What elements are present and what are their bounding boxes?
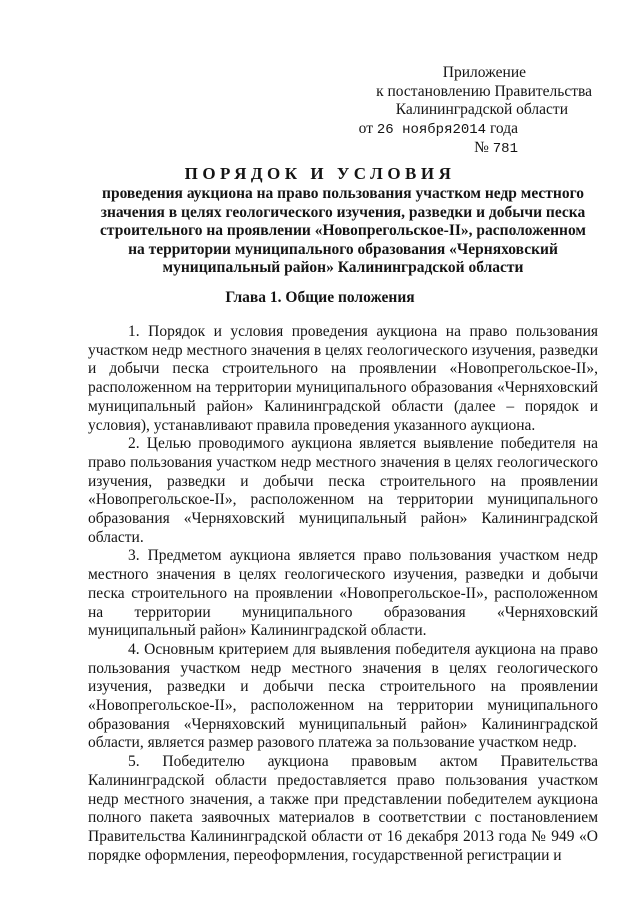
paragraph-5: 5. Победителю аукциона правовым актом Правительства Калининградской области предоставляется право пользования участком недр местного значения, а также при представлении победителем аукциона полного пакета заявочных материалов в соответствии с постановлением Правительства Калининградской области от 16 декабря 2013 года № 949 «О порядке оформления, переоформления, государственной регистрации и [88,753,598,864]
appendix-header [344,64,604,159]
chapter-heading: Глава 1. Общие положения [225,289,415,306]
appendix-number: 781 [492,141,518,157]
appendix-date: 26 ноября2014 [376,121,487,138]
appendix-from-label: от [358,119,373,137]
document-subtitle: проведения аукциона на право пользования участком недр местного значения в целях геологического изучения, разведки и добычи песка строительного на проявлении «Новопрегольское-II», расположенном на территории муниципального образования «Черняховский муниципальный район» Калининградской области [100,185,586,276]
paragraph-1: 1. Порядок и условия проведения аукциона на право пользования участком недр местного значения в целях геологического изучения, разведки и добычи песка строительного на проявлении «Новопрегольское-II», расположенном на территории муниципального образования «Черняховский муниципальный район» Калининградской области (далее – порядок и условия), устанавливают правила проведения указанного аукциона. [88,323,598,434]
appendix-line-2: к постановлению Правительства [376,82,592,100]
appendix-line-1: Приложение [442,64,526,81]
paragraph-4: 4. Основным критерием для выявления победителя аукциона на право пользования участком недр местного значения в целях геологического изучения, разведки и добычи песка строительного на проявлении «Новопрегольское-II», расположенном на территории муниципального образования «Черняховский муниципальный район» Калининградской области, является размер разового платежа за пользование участком недр. [88,640,598,752]
paragraph-2: 2. Целью проводимого аукциона является выявление победителя на право пользования участком недр местного значения в целях геологического изучения, разведки и добычи песка строительного на проявлении «Новопрегольское-II», расположенном на территории муниципального образования «Черняховский муниципальный район» Калининградской области. [88,435,598,546]
document-body [88,323,598,865]
appendix-line-3: Калининградской области [395,101,568,118]
paragraph-3: 3. Предметом аукциона является право пользования участком недр местного значения в целях геологического изучения, разведки и добычи песка строительного на проявлении «Новопрегольское-II», расположенном на территории муниципального образования «Черняховский муниципальный район» Калининградской области. [88,547,598,640]
appendix-year-suffix: года № [474,119,518,156]
appendix-line-4 [344,120,604,159]
document-title: ПОРЯДОК И УСЛОВИЯ [184,164,456,183]
